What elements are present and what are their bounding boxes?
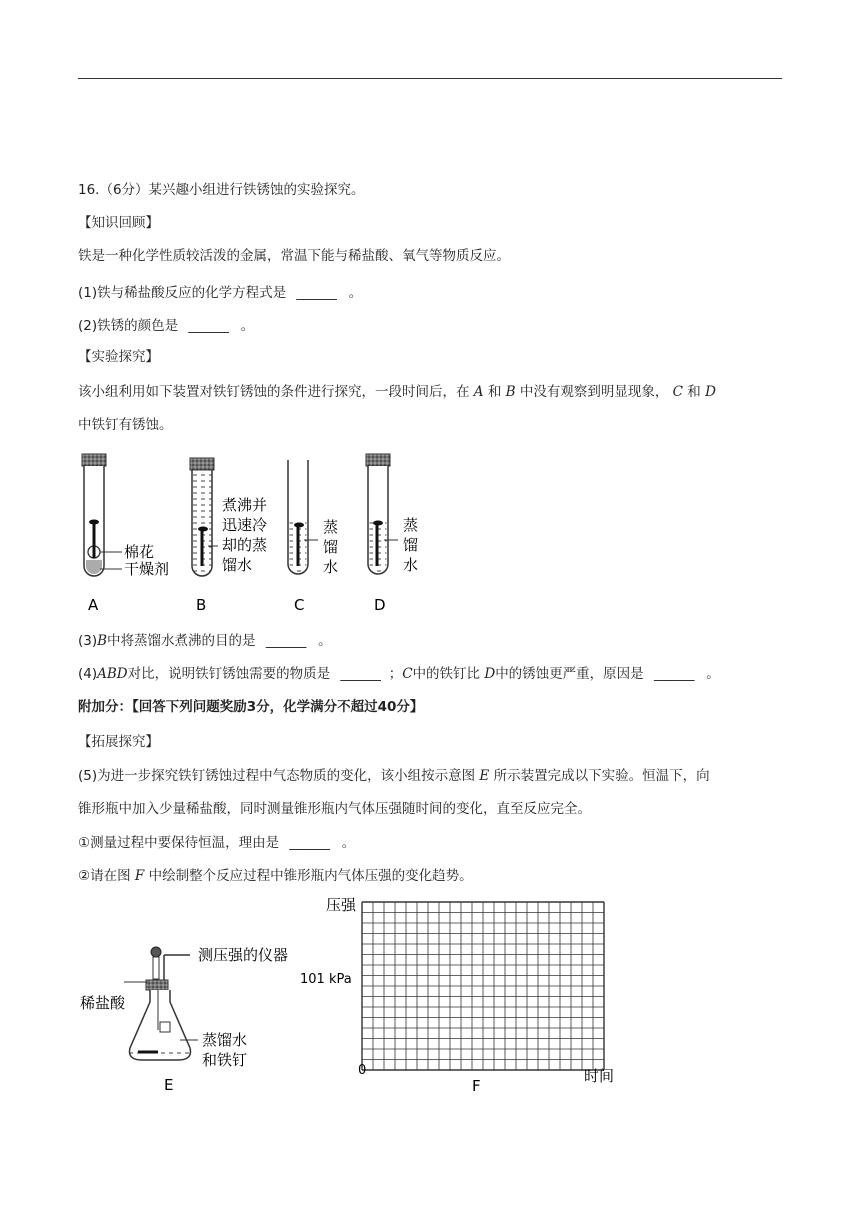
question-5-2 <box>78 866 473 886</box>
q4-label-d: D <box>484 666 496 682</box>
section-experiment: 【实验探究】 <box>78 349 159 365</box>
caption-a: A <box>88 596 99 614</box>
label-desiccant: 干燥剂 <box>124 560 170 578</box>
exp-text-b: 中没有观察到明显现象， <box>519 384 669 400</box>
q4-label-c: C <box>402 666 413 682</box>
q5-text-a: (5)为进一步探究铁钉锈蚀过程中气态物质的变化，该小组按示意图 <box>78 768 476 784</box>
exp-label-b: B <box>505 384 516 400</box>
acid-container <box>160 1022 170 1032</box>
flask-apparatus-figure <box>72 930 302 1100</box>
experiment-text-line2: 中铁钉有锈蚀。 <box>78 417 173 433</box>
label-acid: 稀盐酸 <box>80 994 126 1012</box>
q4-prefix: (4) <box>78 666 98 682</box>
q5-text-b: 所示装置完成以下实验。恒温下，向 <box>493 768 710 784</box>
q1-blank[interactable]: ______ <box>296 285 337 301</box>
tube-c <box>288 460 318 574</box>
caption-e: E <box>164 1076 174 1094</box>
q1-end: 。 <box>348 285 363 301</box>
label-boiled-3: 却的蒸 <box>222 536 268 554</box>
label-water-c-1: 蒸 <box>323 518 339 536</box>
q5-label-e: E <box>479 768 490 784</box>
experiment-text-line1 <box>78 382 716 402</box>
pressure-instrument <box>151 947 190 985</box>
label-water-c-2: 馏 <box>323 538 339 556</box>
q2-end: 。 <box>240 318 255 334</box>
review-text: 铁是一种化学性质较活泼的金属，常温下能与稀盐酸、氧气等物质反应。 <box>78 248 510 264</box>
q3-prefix: (3) <box>78 633 98 649</box>
question-title: 16.（6分）某兴趣小组进行铁锈蚀的实验探究。 <box>78 182 365 198</box>
caption-f: F <box>472 1077 481 1095</box>
origin-label: 0 <box>358 1063 367 1078</box>
question-5-line1 <box>78 766 710 786</box>
question-1 <box>78 283 362 303</box>
q3-blank[interactable]: ______ <box>265 633 307 649</box>
label-water-d-1: 蒸 <box>403 516 419 534</box>
question-2 <box>78 316 254 336</box>
x-axis-label: 时间 <box>584 1067 615 1085</box>
q4-label-abd: ABD <box>97 666 128 682</box>
label-water-d-3: 水 <box>403 556 419 574</box>
q4-end: 。 <box>706 666 720 682</box>
q5-2-label-f: F <box>134 868 145 884</box>
exp-label-d: D <box>705 384 716 400</box>
q4-semicolon: ； <box>388 666 403 682</box>
tube-a <box>82 454 122 576</box>
section-review: 【知识回顾】 <box>78 215 159 231</box>
q1-text: (1)铁与稀盐酸反应的化学方程式是 <box>78 285 287 301</box>
q2-blank[interactable]: ______ <box>188 318 229 334</box>
exp-label-c: C <box>672 384 683 400</box>
caption-b: B <box>196 596 207 614</box>
exp-label-a: A <box>473 384 484 400</box>
answer-grid[interactable] <box>362 902 604 1070</box>
q3-text: 中将蒸馏水煮沸的目的是 <box>107 633 256 649</box>
q5-2-text-b: 中绘制整个反应过程中锥形瓶内气体压强的变化趋势。 <box>148 868 473 884</box>
test-tube-figure <box>72 448 432 618</box>
q2-text: (2)铁锈的颜色是 <box>78 318 179 334</box>
flask-stopper <box>146 980 168 990</box>
q5-2-text-a: ②请在图 <box>78 868 131 884</box>
exp-and-2: 和 <box>687 384 701 400</box>
bonus-title: 附加分：【回答下列问题奖励3分，化学满分不超过40分】 <box>78 699 424 715</box>
caption-d: D <box>374 596 386 614</box>
section-extend: 【拓展探究】 <box>78 734 159 750</box>
y-axis-label: 压强 <box>326 896 357 914</box>
pressure-grid-figure <box>296 892 626 1096</box>
question-3 <box>78 631 332 651</box>
tube-b <box>190 458 218 576</box>
label-instrument: 测压强的仪器 <box>198 946 289 964</box>
label-contents-1: 蒸馏水 <box>202 1031 248 1049</box>
question-5-1 <box>78 833 355 853</box>
reference-pressure-label: 101 kPa <box>300 972 352 987</box>
q5-1-blank[interactable]: ______ <box>289 835 330 851</box>
header-rule <box>78 78 782 79</box>
label-boiled-2: 迅速冷 <box>222 516 268 534</box>
q3-label-b: B <box>97 633 108 649</box>
question-5-line2: 锥形瓶中加入少量稀盐酸，同时测量锥形瓶内气体压强随时间的变化，直至反应完全。 <box>78 801 591 817</box>
q4-text-c: 中的锈蚀更严重，原因是 <box>495 666 644 682</box>
q4-text-a: 对比，说明铁钉锈蚀需要的物质是 <box>127 666 331 682</box>
question-4 <box>78 664 720 684</box>
label-contents-2: 和铁钉 <box>202 1051 248 1069</box>
tube-d <box>366 454 398 574</box>
q4-text-b: 中的铁钉比 <box>412 666 481 682</box>
q3-end: 。 <box>318 633 332 649</box>
q4-blank-1[interactable]: ______ <box>340 666 381 682</box>
exp-text-a: 该小组利用如下装置对铁钉锈蚀的条件进行探究，一段时间后，在 <box>78 384 470 400</box>
label-boiled-4: 馏水 <box>222 556 253 574</box>
q5-1-text: ①测量过程中要保待恒温，理由是 <box>78 835 280 851</box>
q5-1-end: 。 <box>341 835 356 851</box>
exp-and-1: 和 <box>487 384 502 400</box>
caption-c: C <box>294 596 305 614</box>
label-water-c-3: 水 <box>323 558 339 576</box>
q4-blank-2[interactable]: ______ <box>653 666 695 682</box>
label-boiled-1: 煮沸并 <box>222 496 268 514</box>
label-water-d-2: 馏 <box>403 536 419 554</box>
label-cotton: 棉花 <box>124 543 155 561</box>
